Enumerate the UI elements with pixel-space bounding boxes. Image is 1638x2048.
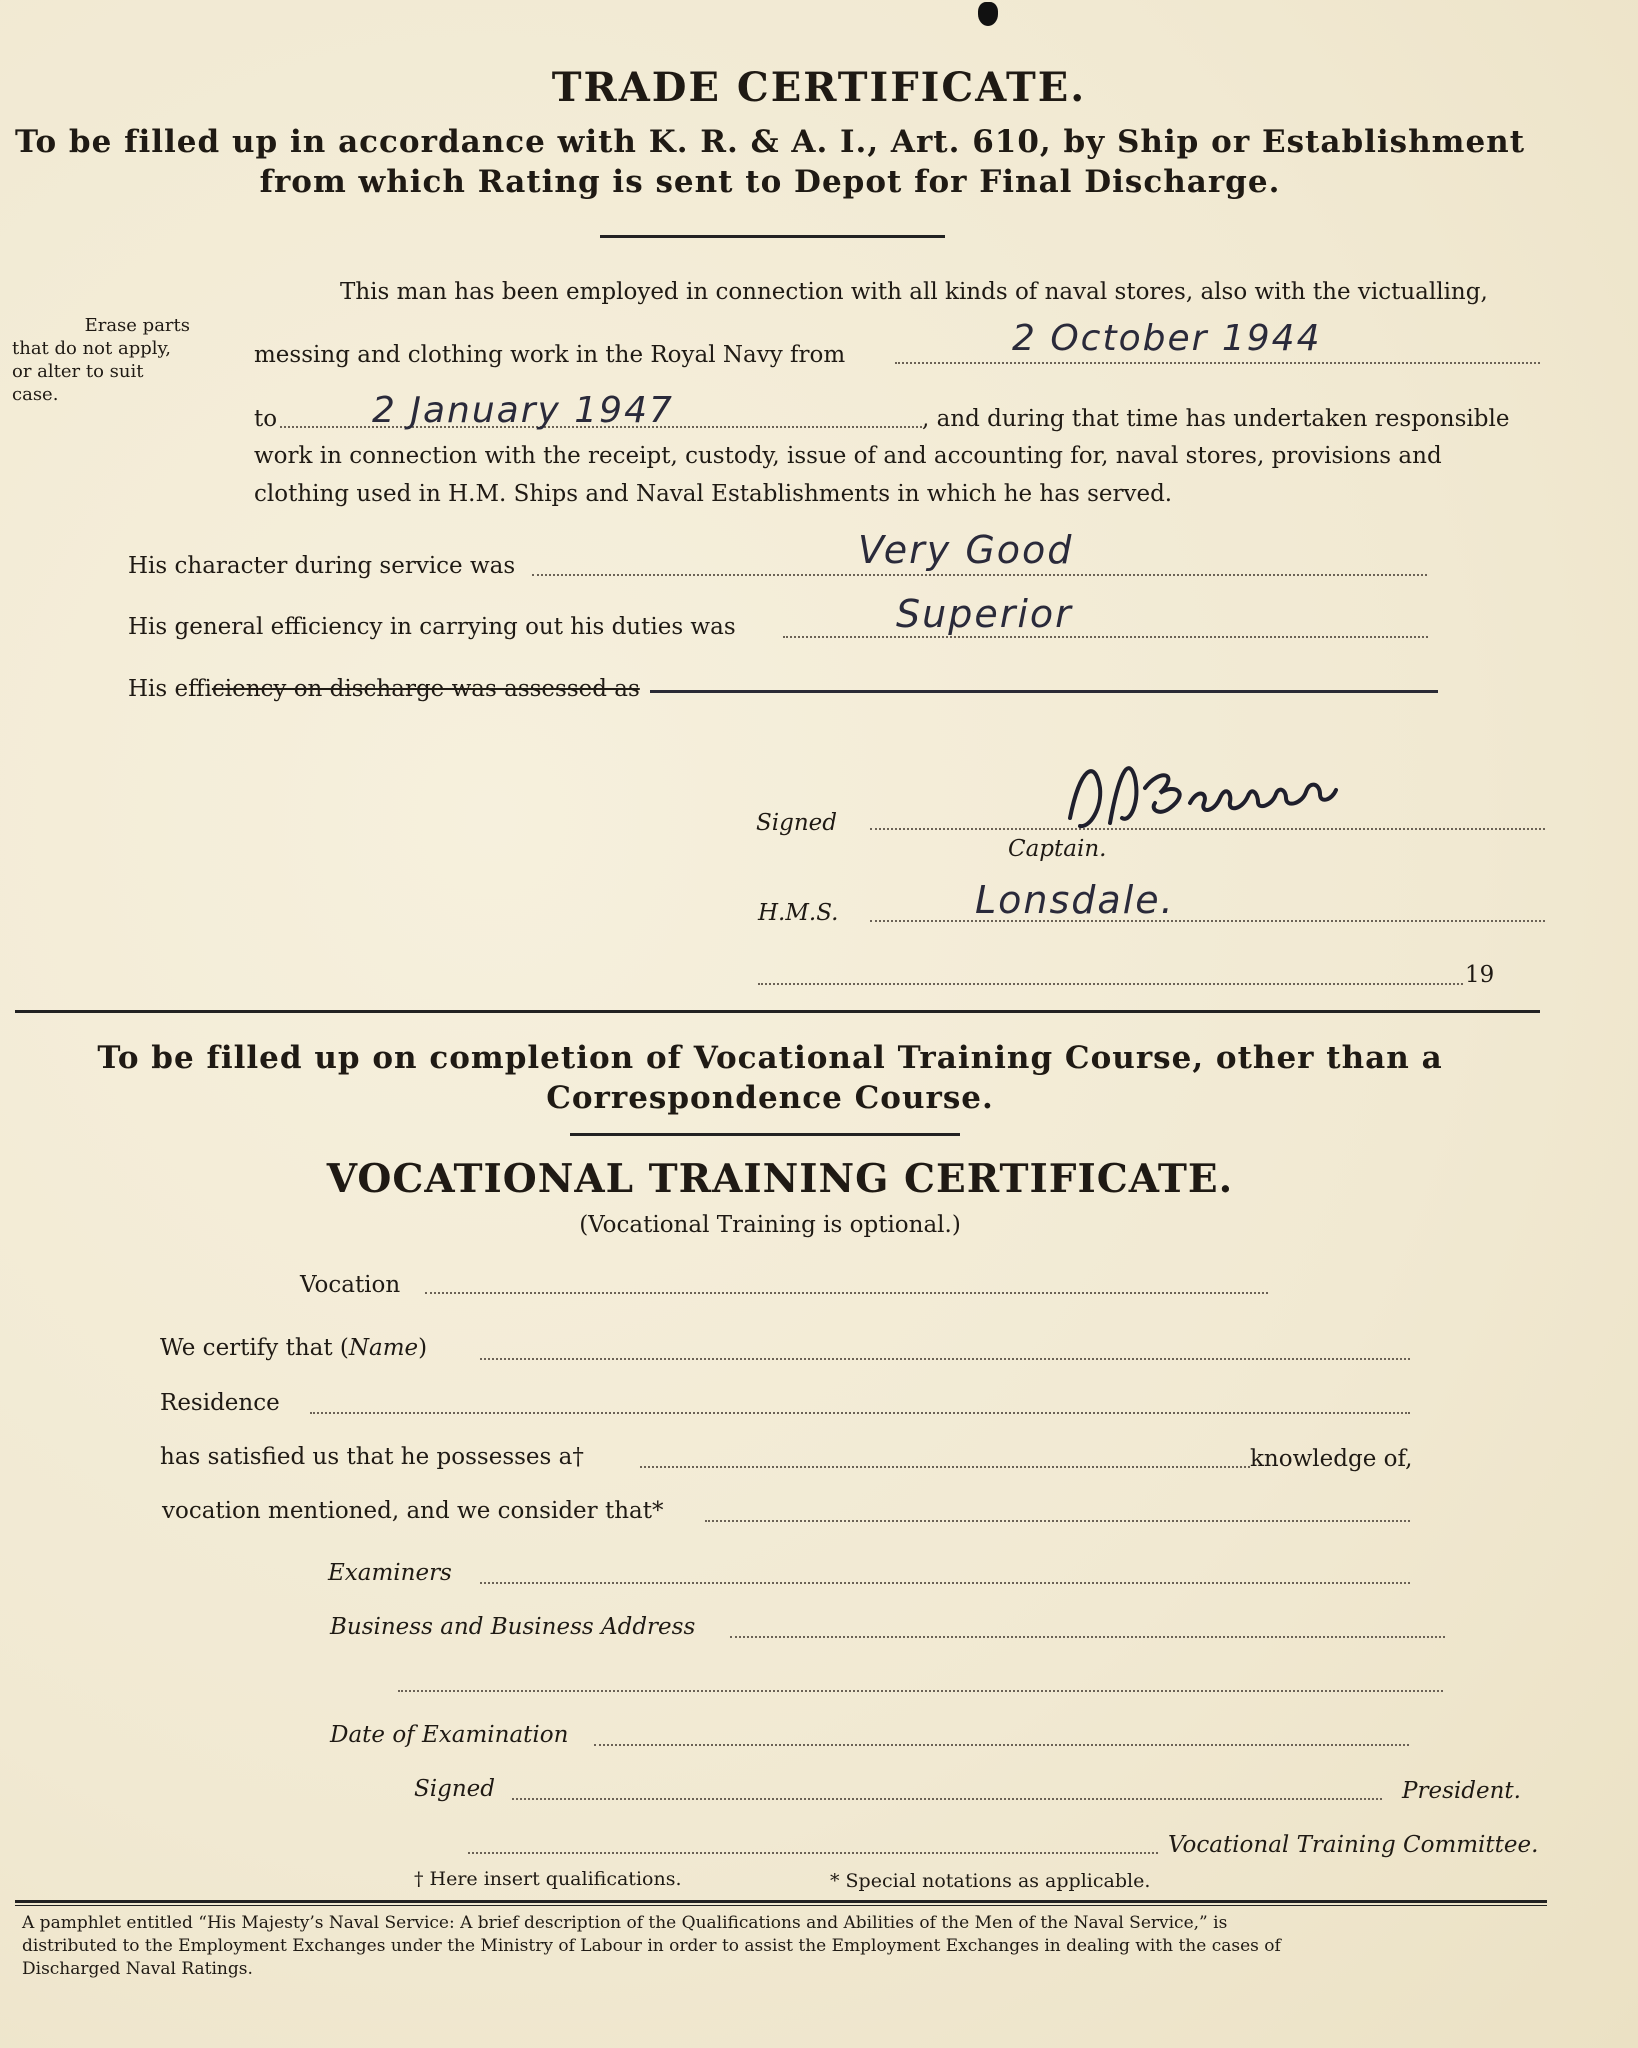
hms-value: Lonsdale. [975, 878, 1175, 922]
employment-from-label: messing and clothing work in the Royal Navy from [254, 342, 846, 368]
qualification-field[interactable] [640, 1466, 1250, 1468]
vocational-intro-line1: To be filled up on completion of Vocational Training Course, other than a [97, 1040, 1443, 1076]
to-label: to [254, 406, 278, 432]
employment-para-line1: This man has been employed in connection with all kinds of naval stores, also with the victualling, [340, 279, 1488, 305]
to-date-value: 2 January 1947 [372, 390, 674, 431]
president-signature-field[interactable] [512, 1798, 1382, 1800]
footer-divider [15, 1900, 1547, 1906]
satisfied-label: has satisfied us that he possesses a† [160, 1444, 584, 1470]
exam-date-label: Date of Examination [330, 1722, 569, 1748]
efficiency-line [783, 636, 1428, 638]
certify-label: We certify that (Name) [160, 1335, 428, 1361]
vocational-intro-line2: Correspondence Course. [546, 1080, 994, 1116]
trade-subtitle-line1: To be filled up in accordance with K. R. & A. I., Art. 610, by Ship or Establishment [14, 124, 1526, 160]
date-line [758, 983, 1463, 985]
vocation-mentioned-label: vocation mentioned, and we consider that* [162, 1498, 664, 1524]
title-underline [600, 235, 945, 238]
footnote-notations: * Special notations as applicable. [830, 1870, 1151, 1892]
residence-field[interactable] [310, 1412, 1410, 1414]
knowledge-label: knowledge of, [1250, 1446, 1413, 1472]
from-date-value: 2 October 1944 [1012, 318, 1322, 359]
examiners-label: Examiners [328, 1560, 452, 1586]
residence-label: Residence [160, 1390, 280, 1416]
ink-blot [978, 2, 998, 26]
vocation-field[interactable] [425, 1292, 1268, 1294]
business-label: Business and Business Address [330, 1614, 696, 1640]
trade-certificate-title: TRADE CERTIFICATE. [551, 64, 1087, 111]
captain-label: Captain. [1008, 836, 1107, 862]
hms-label: H.M.S. [758, 900, 839, 926]
character-value: Very Good [858, 528, 1074, 572]
from-date-line [895, 362, 1540, 364]
year-suffix: 19 [1465, 962, 1495, 988]
character-label: His character during service was [128, 553, 516, 579]
employment-para-line5: clothing used in H.M. Ships and Naval Establishments in which he has served. [254, 481, 1173, 507]
discharge-strike-line [650, 690, 1438, 693]
business-field-line2[interactable] [398, 1690, 1443, 1692]
vocation-label: Vocation [300, 1272, 401, 1298]
trade-subtitle-line2: from which Rating is sent to Depot for Final Discharge. [259, 164, 1281, 200]
discharge-label: His efficiency on discharge was assessed as [128, 676, 640, 702]
footnote-qualifications: † Here insert qualifications. [414, 1868, 682, 1890]
committee-label: Vocational Training Committee. [1168, 1832, 1539, 1858]
examiners-field[interactable] [480, 1582, 1410, 1584]
vocational-optional-note: (Vocational Training is optional.) [579, 1212, 961, 1238]
name-field[interactable] [480, 1358, 1410, 1360]
captain-signature [1040, 748, 1370, 838]
efficiency-value: Superior [896, 592, 1073, 636]
employment-para-line4: work in connection with the receipt, custody, issue of and accounting for, naval stores, provisions and [254, 443, 1442, 469]
section-divider [15, 1010, 1540, 1013]
trade-signed-label: Signed [756, 810, 837, 836]
business-field[interactable] [730, 1636, 1445, 1638]
hms-line [870, 920, 1545, 922]
vocational-signed-label: Signed [414, 1776, 495, 1802]
consider-field[interactable] [705, 1520, 1410, 1522]
vocational-underline [570, 1133, 960, 1136]
footer-note: A pamphlet entitled “His Majesty’s Naval Service: A brief description of the Qualifications and Abilities of the Men of the Naval Service,” is distributed to the Employment Exchanges under the Ministry of Labour in order to assist the Employment Exchanges in dealing with the cases of Discharged Naval Ratings. [22, 1913, 1281, 1979]
erase-note: Erase parts that do not apply, or alter to suit case. [12, 315, 190, 405]
committee-signature-field[interactable] [468, 1852, 1158, 1854]
character-line [532, 574, 1427, 576]
efficiency-label: His general efficiency in carrying out his duties was [128, 614, 736, 640]
exam-date-field[interactable] [594, 1744, 1409, 1746]
vocational-title: VOCATIONAL TRAINING CERTIFICATE. [326, 1156, 1234, 1202]
employment-para-line3: , and during that time has undertaken responsible [922, 406, 1510, 432]
president-label: President. [1402, 1778, 1521, 1804]
